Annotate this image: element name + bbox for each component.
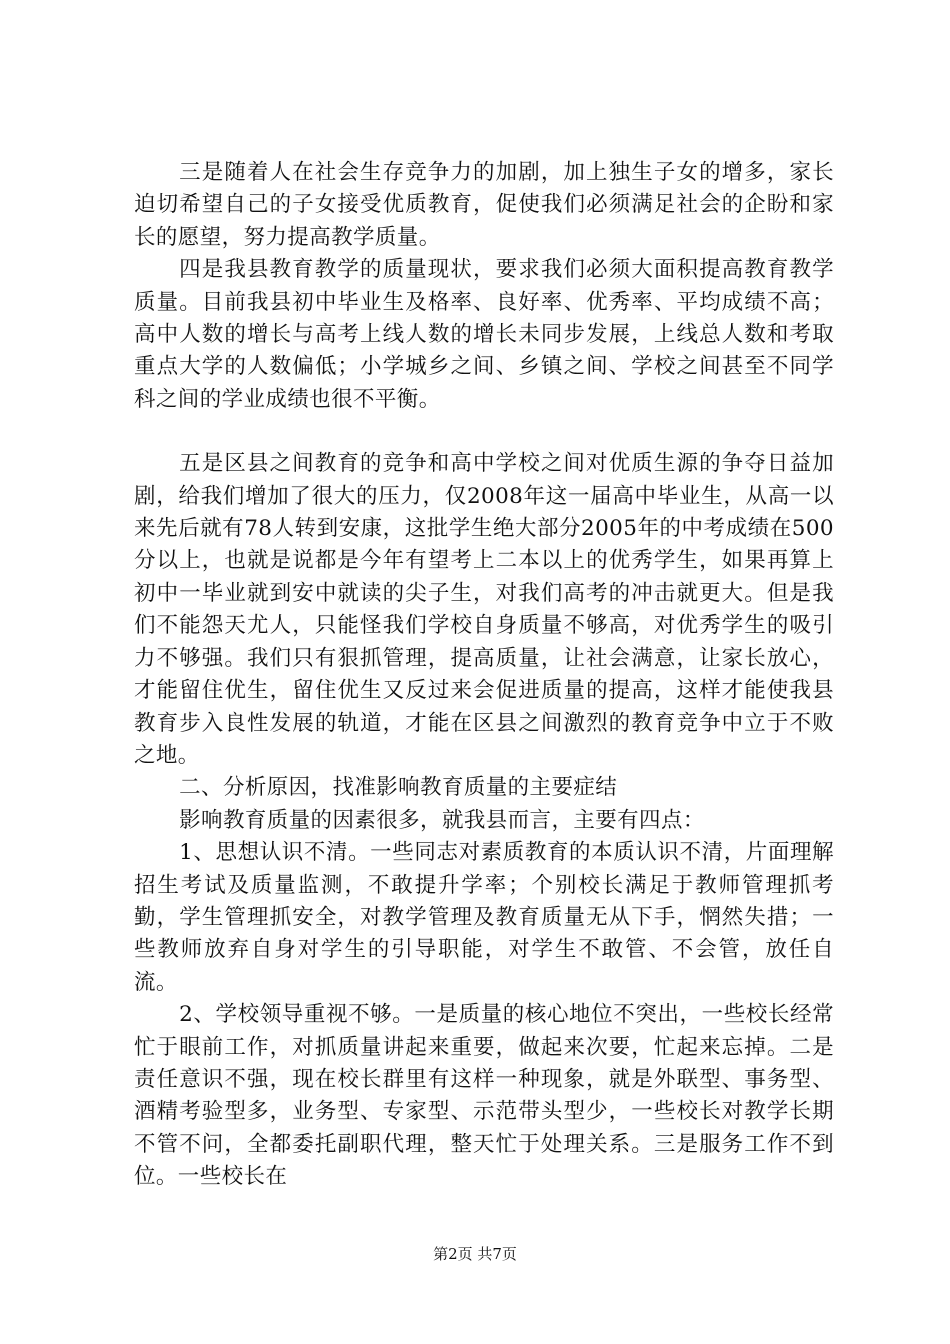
paragraph-reason-five: 五是区县之间教育的竞争和高中学校之间对优质生源的争夺日益加剧，给我们增加了很大的压力，仅2008年这一届高中毕业生，从高一以来先后就有78人转到安康，这批学生绝大部分2005年的中考成绩在500分以上，也就是说都是今年有望考上二本以上的优秀学生，如果再算上初中一毕业就到安中就读的尖子生，对我们高考的冲击就更大。但是我们不能怨天尤人，只能怪我们学校自身质量不够高，对优秀学生的吸引力不够强。我们只有狠抓管理，提高质量，让社会满意，让家长放心，才能留住优生，留住优生又反过来会促进质量的提高，这样才能使我县教育步入良性发展的轨道，才能在区县之间激烈的教育竞争中立于不败之地。 bbox=[134, 451, 834, 768]
paragraph-factor-two: 2、学校领导重视不够。一是质量的核心地位不突出，一些校长经常忙于眼前工作，对抓质量讲起来重要，做起来次要，忙起来忘掉。二是责任意识不强，现在校长群里有这样一种现象，就是外联型、事务型、酒精考验型多，业务型、专家型、示范带头型少，一些校长对教学长期不管不问，全都委托副职代理，整天忙于处理关系。三是服务工作不到位。一些校长在 bbox=[134, 1002, 834, 1190]
document-body bbox=[134, 157, 834, 1194]
paragraph-reason-three: 三是随着人在社会生存竞争力的加剧，加上独生子女的增多，家长迫切希望自己的子女接受优质教育，促使我们必须满足社会的企盼和家长的愿望，努力提高教学质量。 bbox=[134, 160, 834, 250]
section-heading-analysis: 二、分析原因，找准影响教育质量的主要症结 bbox=[179, 775, 618, 801]
paragraph-factor-one: 1、思想认识不清。一些同志对素质教育的本质认识不清，片面理解招生考试及质量监测，不敢提升学率；个别校长满足于教师管理抓考勤，学生管理抓安全，对教学管理及教育质量无从下手，惘然失措；一些教师放弃自身对学生的引导职能，对学生不敢管、不会管，放任自流。 bbox=[134, 840, 834, 995]
paragraph-factors-intro: 影响教育质量的因素很多，就我县而言，主要有四点： bbox=[179, 807, 705, 833]
paragraph-reason-four: 四是我县教育教学的质量现状，要求我们必须大面积提高教育教学质量。目前我县初中毕业生及格率、良好率、优秀率、平均成绩不高；高中人数的增长与高考上线人数的增长未同步发展，上线总人数和考取重点大学的人数偏低；小学城乡之间、乡镇之间、学校之间甚至不同学科之间的学业成绩也很不平衡。 bbox=[134, 257, 834, 412]
paragraph-gap bbox=[134, 416, 834, 448]
page-footer: 第2页 共7页 bbox=[433, 1245, 517, 1263]
